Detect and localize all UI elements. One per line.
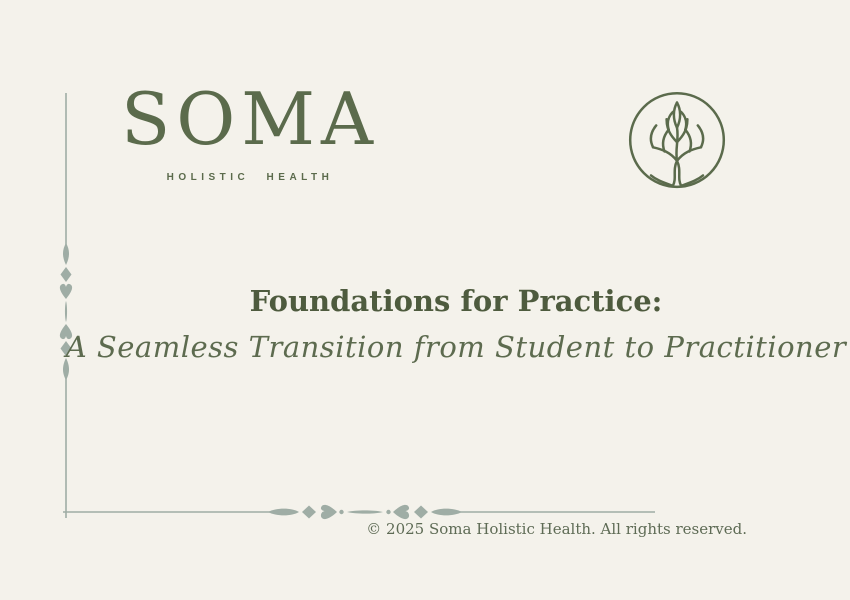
diamond-ornament-icon bbox=[61, 267, 72, 282]
teardrop-ornament-icon bbox=[63, 243, 69, 265]
diamond-ornament-icon bbox=[302, 506, 316, 519]
leaf-ornament-icon bbox=[431, 509, 462, 516]
diamond-ornament-icon bbox=[414, 506, 428, 519]
heart-ornament-icon bbox=[321, 505, 337, 519]
brand-tagline: HOLISTIC HEALTH bbox=[166, 171, 334, 183]
tree-of-life-icon bbox=[625, 85, 729, 193]
brand-name: SOMA bbox=[120, 77, 380, 161]
page-subtitle: A Seamless Transition from Student to Practitioner bbox=[65, 330, 847, 364]
subtitle-block bbox=[60, 330, 850, 364]
heart-ornament-icon bbox=[393, 505, 409, 519]
leaf-ornament-icon bbox=[268, 509, 299, 516]
title-block bbox=[60, 284, 850, 318]
page-title: Foundations for Practice: bbox=[249, 284, 663, 318]
brand-lockup bbox=[120, 77, 380, 183]
copyright-notice: © 2025 Soma Holistic Health. All rights reserved. bbox=[366, 520, 747, 538]
